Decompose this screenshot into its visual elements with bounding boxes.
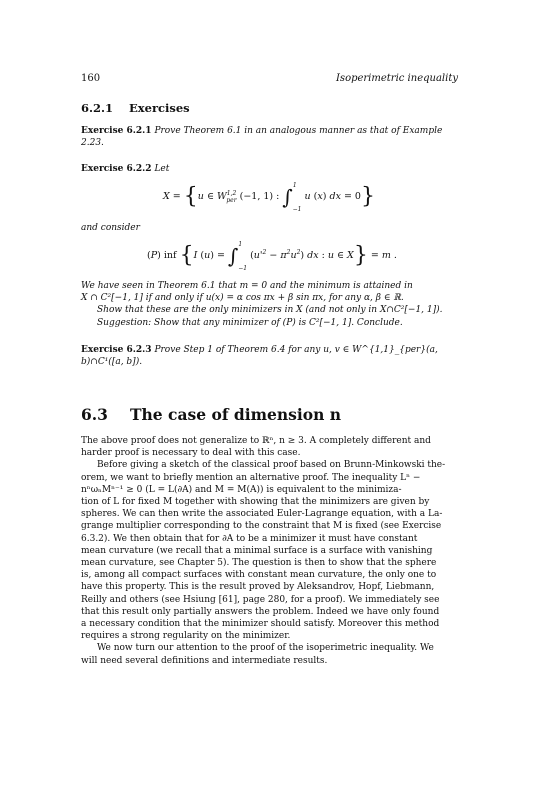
exercise-6-2-2-heading [81, 163, 458, 175]
equation-set-x: X = {u ∈ W$^{1,2}_{per}$ (−1, 1) : ∫$^1_{-1}$ u (x) dx = 0} [163, 182, 375, 213]
text-line: Show that these are the only minimizers in X (and not only in X∩C²[−1, 1]). [97, 305, 443, 316]
text-line: will need several definitions and intermediate results. [81, 655, 328, 666]
text-line: that this result only partially answers the problem. Indeed we have only found [81, 606, 440, 617]
exercise-text: Prove Theorem 6.1 in an analogous manner as that of Example 2.23. [81, 126, 443, 149]
text-line: orem, we want to briefly mention an alternative proof. The inequality Lⁿ − [81, 472, 421, 483]
exercise-6-2-2-body [81, 280, 458, 329]
exercise-text: Prove Step 1 of Theorem 6.4 for any u, v ∈ W^{1,1}_{per}(a, b)∩C¹([a, b]). [81, 345, 438, 368]
consider-text: and consider [81, 223, 140, 233]
running-title: Isoperimetric inequality [335, 73, 458, 84]
text-line: Suggestion: Show that any minimizer of (P) is C²[−1, 1]. Conclude. [97, 317, 403, 328]
text-line: a necessary condition that the minimizer should satisfy. Moreover this method [81, 619, 440, 630]
paragraph-2 [81, 459, 458, 642]
page-number: 160 [81, 73, 101, 84]
paragraph-3 [81, 642, 458, 666]
exercise-lead: Let [154, 164, 170, 174]
exercise-label: Exercise 6.2.1 [81, 126, 152, 136]
section-number: 6.3 [81, 405, 108, 424]
section-body [81, 435, 458, 667]
text-line: grange multiplier corresponding to the constraint that M is fixed (see Exercise [81, 521, 442, 532]
running-header [81, 73, 458, 87]
text-line: We now turn our attention to the proof of the isoperimetric inequality. We [97, 643, 434, 654]
text-line: have this property. This is the result proved by Aleksandrov, Hopf, Liebmann, [81, 582, 435, 593]
exercise-6-2-3 [81, 344, 458, 368]
text-line: mean curvature (we recall that a minimal surface is a surface with vanishing [81, 545, 433, 556]
text-line: nⁿωₙMⁿ⁻¹ ≥ 0 (L = L(∂A) and M = M(A)) is equivalent to the minimiza- [81, 484, 402, 495]
text-line: requires a strong regularity on the minimizer. [81, 631, 291, 642]
text-line: harder proof is necessary to deal with this case. [81, 448, 301, 459]
exercise-label: Exercise 6.2.3 [81, 345, 152, 355]
equation-problem-p: (P) inf {I (u) = ∫$^1_{-1}$ $(u'^2 - \pi^2u^2)$ dx : u ∈ X} = m . [147, 241, 397, 272]
paragraph-1 [81, 435, 458, 459]
text-line: Before giving a sketch of the classical proof based on Brunn-Minkowski the- [97, 460, 446, 471]
subsection-title: Exercises [129, 101, 190, 115]
text-line: 6.3.2). We then obtain that for ∂A to be a minimizer it must have constant [81, 533, 418, 544]
text-line: mean curvature, see Chapter 5). The question is then to show that the sphere [81, 558, 437, 569]
text-line: Reilly and others (see Hsiung [61], page 280, for a proof). We immediately see [81, 594, 440, 605]
text-line: We have seen in Theorem 6.1 that m = 0 and the minimum is attained in [81, 281, 413, 291]
text-line: tion of L for fixed M together with showing that the minimizers are given by [81, 497, 430, 508]
subsection-number: 6.2.1 [81, 101, 114, 115]
section-heading [81, 405, 341, 424]
text-line: spheres. We can then write the associated Euler-Lagrange equation, with a La- [81, 509, 443, 520]
exercise-6-2-1 [81, 125, 458, 149]
text-line: is, among all compact surfaces with constant mean curvature, the only one to [81, 570, 437, 581]
text-line: X ∩ C²[−1, 1] if and only if u(x) = α cos πx + β sin πx, for any α, β ∈ ℝ. [81, 293, 404, 304]
exercise-label: Exercise 6.2.2 [81, 164, 152, 174]
subsection-heading [81, 101, 190, 115]
text-line: The above proof does not generalize to ℝⁿ, n ≥ 3. A completely different and [81, 436, 431, 446]
section-title: The case of dimension n [129, 405, 342, 424]
